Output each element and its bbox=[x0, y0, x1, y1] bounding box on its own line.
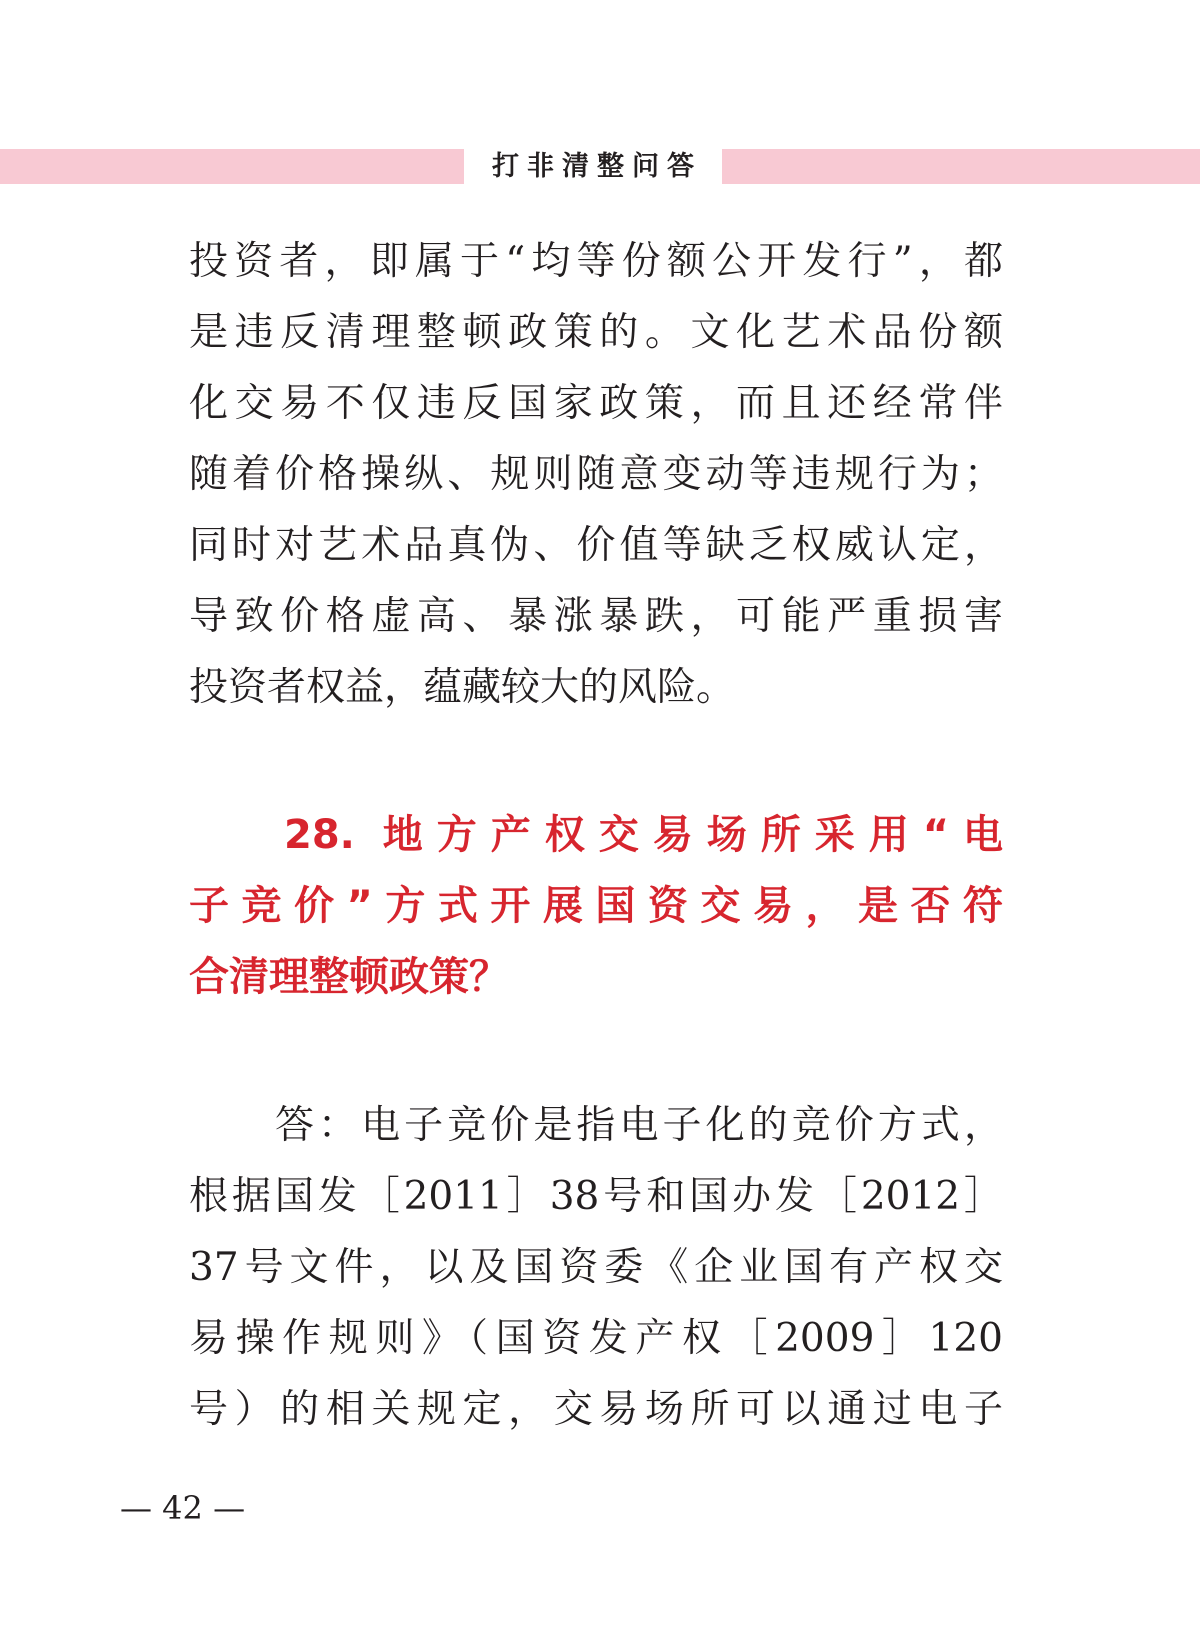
paragraph-line: 化交易不仅违反国家政策，而且还经常伴 bbox=[189, 381, 1003, 426]
paragraph-line: 同时对艺术品真伪、价值等缺乏权威认定， bbox=[189, 523, 1003, 568]
page-number: — 42 — bbox=[120, 1489, 246, 1527]
paragraph-line: 是违反清理整顿政策的。文化艺术品份额 bbox=[189, 310, 1003, 355]
running-header-title: 打非清整问答 bbox=[492, 151, 702, 182]
paragraph-line: 导致价格虚高、暴涨暴跌，可能严重损害 bbox=[189, 594, 1003, 639]
question-heading bbox=[189, 800, 1003, 1013]
answer-line: 37号文件，以及国资委《企业国有产权交 bbox=[189, 1245, 1003, 1290]
paragraph-continued bbox=[189, 226, 1003, 723]
question-line: 子竞价”方式开展国资交易，是否符 bbox=[189, 883, 1003, 929]
question-line: 28. 地方产权交易场所采用“电 bbox=[284, 812, 1003, 858]
answer-paragraph bbox=[189, 1090, 1003, 1445]
question-line: 合清理整顿政策？ bbox=[189, 954, 509, 1000]
paragraph-line: 随着价格操纵、规则随意变动等违规行为； bbox=[189, 452, 1003, 497]
paragraph-line: 投资者权益，蕴藏较大的风险。 bbox=[189, 665, 736, 710]
answer-line: 号）的相关规定，交易场所可以通过电子 bbox=[189, 1387, 1003, 1432]
answer-line: 根据国发［2011］38号和国办发［2012］ bbox=[189, 1174, 1003, 1219]
header-band-left bbox=[0, 149, 464, 184]
paragraph-line: 投资者，即属于“均等份额公开发行”，都 bbox=[189, 239, 1003, 284]
header-band-right bbox=[722, 149, 1200, 184]
answer-line: 易操作规则》（国资发产权［2009］120 bbox=[189, 1316, 1003, 1361]
answer-line: 答：电子竞价是指电子化的竞价方式， bbox=[275, 1103, 1003, 1148]
